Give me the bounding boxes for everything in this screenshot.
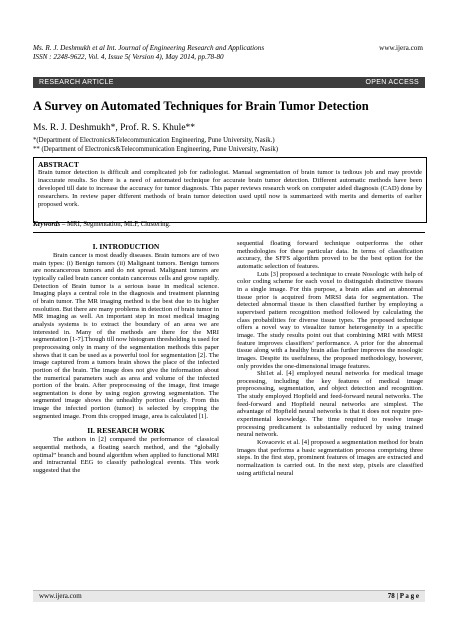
- header-url[interactable]: www.ijera.com: [379, 44, 423, 52]
- paragraph-kovacevic: Kovacevic et al. [4] proposed a segmentation method for brain images that performs a basic segmentation process comprising three steps. In the first step, prominent features of images are extracted and normalization is carried out. In the next step, pixels are classified using artificial neural: [237, 439, 423, 477]
- research-article-label: RESEARCH ARTICLE: [39, 79, 114, 86]
- research-work-heading: II. RESEARCH WORK: [87, 426, 165, 436]
- right-column: [237, 240, 423, 477]
- affiliation-2: ** (Department of Electronics&Telecommunication Engineering, Pune University, Nasik): [33, 146, 279, 153]
- research-work-paragraph: The authors in [2] compared the performance of classical sequential methods, a floating search method, and the “globally optimal” branch and bound algorithm when applied to functional MRI and intracranial EEG to classify pathological events. This work suggested that the: [33, 436, 219, 475]
- paper-title: A Survey on Automated Techniques for Brain Tumor Detection: [33, 99, 369, 113]
- left-column: [33, 240, 219, 475]
- abstract-heading: ABSTRACT: [38, 160, 79, 169]
- abstract-text: Brain tumor detection is difficult and complicated job for radiologist. Manual segmentation of brain tumor is tedious job and may provide inaccurate results. So there is a need of automated technique for accurate brain tumor detection. Different automatic methods have been developed till date to increase the accuracy for tumor diagnosis. This paper reviews research work on computer aided diagnosis (CAD) done by researchers. In review paper different methods of brain tumor detection used uptil now is summarized with merits and demerits of earlier proposed work.: [38, 169, 422, 209]
- affiliation-1: *(Department of Electronics&Telecommunication Engineering, Pune University, Nasik.): [33, 137, 275, 144]
- journal-citation: Ms. R. J. Deshmukh et al Int. Journal of Engineering Research and Applications: [33, 44, 265, 52]
- paragraph-luts: Luts [3] proposed a technique to create Nosologic with help of color coding scheme for each voxel to distinguish distinctive tissues in a single image. For this purpose, a brain atlas and an abnormal tissue prior is acquired from MRSI data for segmentation. The detected abnormal tissue is then classified further by employing a supervised pattern recognition method followed by calculating the class probabilities for diverse tissue types. The proposed technique offers a novel way to visualize tumor heterogeneity in a specific image. The study results point out that combining MRI with MRSI feature improves classifiers’ performance. A prior for the abnormal tissue along with a healthy brain atlas further improves the nosologic images. Despite its usefulness, the proposed methodology, however, only provides the one-dimensional image features.: [237, 270, 423, 370]
- keywords-text: – MRI, Segmentation, MLP, Clustering.: [60, 221, 171, 228]
- keywords-label: Keywords: [33, 221, 61, 228]
- article-type-band: [33, 77, 425, 88]
- divider: [33, 232, 425, 233]
- author-list: Ms. R. J. Deshmukh*, Prof. R. S. Khule**: [33, 123, 196, 133]
- page-footer: [33, 590, 425, 602]
- abstract-box: [33, 157, 427, 223]
- issn-line: ISSN : 2248-9622, Vol. 4, Issue 5( Version 4), May 2014, pp.78-80: [33, 53, 224, 61]
- paragraph-sffs: sequential floating forward technique outperforms the other methodologies for these particular data. In terms of classification accuracy, the SFFS algorithm proved to be the best option for the automatic selection of features.: [237, 240, 423, 270]
- page-number: 78 | P a g e: [387, 592, 419, 600]
- running-header: [33, 44, 423, 62]
- open-access-label: OPEN ACCESS: [365, 79, 419, 86]
- introduction-heading: I. INTRODUCTION: [92, 242, 160, 251]
- introduction-paragraph: Brain cancer is most deadly diseases. Brain tumors are of two main types: (i) Benign tumors (ii) Malignant tumors. Benign tumors are noncancerous tumors and do not spread. Malignant tumors are typically called brain cancer contain cancerous cells and grow rapidly. Detection of Brain tumor is a serious issue in medical science. Imaging plays a central role in the diagnosis and treatment planning of brain tumor. The MR imaging method is the best due to its higher resolution. But there are many problems in detection of brain tumor in MR imaging as well. An important step in most medical imaging analysis systems is to extract the boundary of an area we are interested in. Many of the methods are there for the MRI segmentation [1-7].Though till now histogram thresholding is used for preprocessing only in many of the segmentation methods this paper shows that it can be used as a powerful tool for segmentation [2]. The image captured from a tumors brain shows the place of the infected portion of the brain. The image does not give the information about the numerical parameters such as area and volume of the infected portion of the brain. After preprocessing of the image, first image segmentation is done by using region growing segmentation. The segmented image shows the unhealthy portion clearly. From this image the infected portion (tumor) is selected by cropping the segmented image. From this cropped image, area is calculated [1].: [33, 252, 219, 420]
- keywords-line: [33, 221, 171, 228]
- footer-url[interactable]: www.ijera.com: [39, 592, 82, 600]
- paragraph-shi: Shi1et al. [4] employed neural networks for medical image processing, including the key features of medical image preprocessing, segmentation, and object detection and recognition. The study employed Hopfield and feed-forward neural networks. The feed-forward and Hopfield neural networks are simplest. The advantage of Hopfield neural networks is that it does not require pre-experimental knowledge. The time required to resolve image processing predicament is substantially reduced by using trained neural network.: [237, 370, 423, 439]
